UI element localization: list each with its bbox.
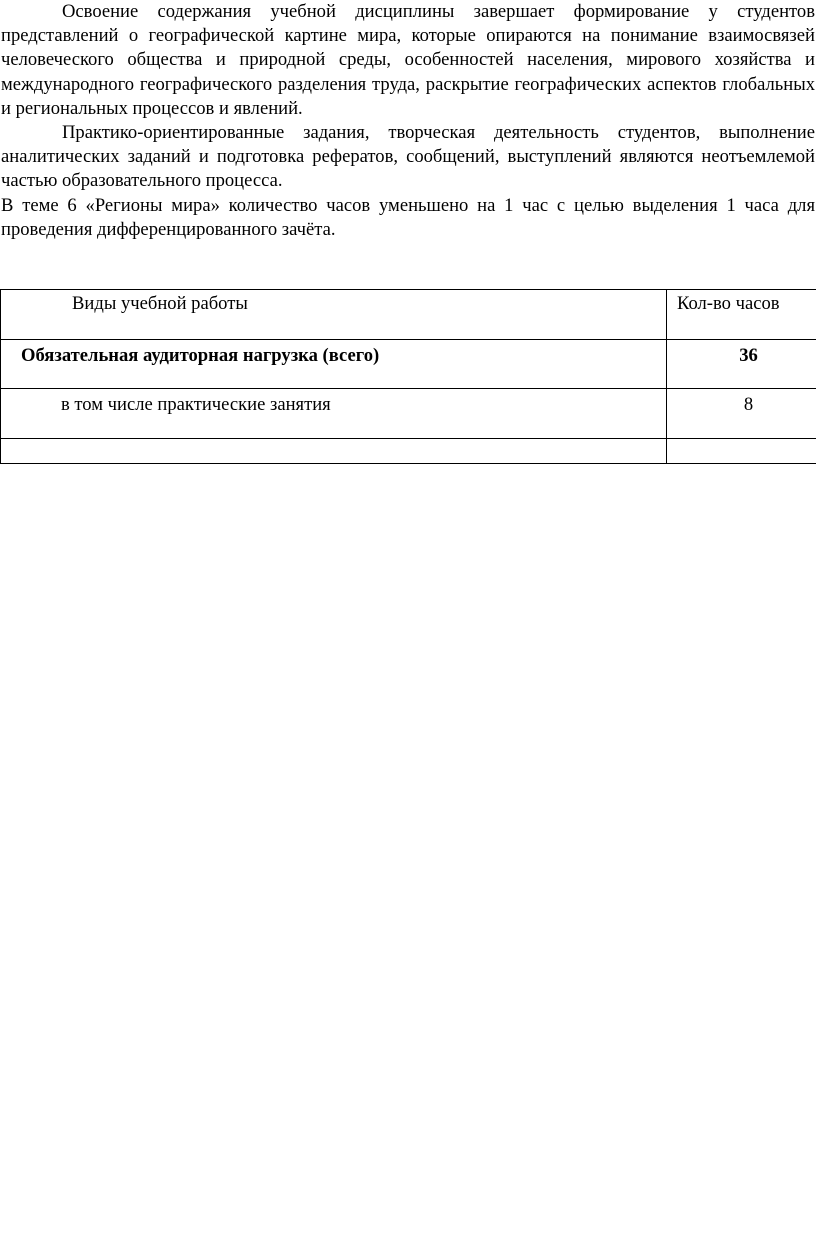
table-cell-label — [1, 439, 667, 464]
header-work-type: Виды учебной работы — [72, 293, 248, 314]
table-cell-label — [1, 389, 667, 439]
row-label-total-load: Обязательная аудиторная нагрузка (всего) — [21, 345, 380, 366]
table-row — [1, 389, 816, 439]
row-label-empty — [1, 439, 666, 442]
table-header-row — [1, 290, 816, 340]
row-label-practical: в том числе практические занятия — [61, 394, 331, 415]
hours-table — [0, 289, 816, 464]
table-row — [1, 439, 816, 464]
paragraph-hours-note: В теме 6 «Регионы мира» количество часов уменьшено на 1 час с целью выделения 1 часа для проведения дифференцированного зачёта. — [1, 194, 815, 240]
hours-table-container — [0, 289, 816, 464]
header-hours: Кол-во часов — [677, 293, 780, 314]
row-hours-empty — [667, 439, 816, 442]
row-hours-practical: 8 — [743, 394, 754, 415]
table-cell-label — [1, 340, 667, 389]
header-cell-hours — [667, 290, 816, 340]
header-cell-work-type — [1, 290, 667, 340]
table-cell-hours — [667, 389, 816, 439]
paragraph-course-outcome: Освоение содержания учебной дисциплины завершает формирование у студентов представлений о географической картине мира, которые опираются на понимание взаимосвязей человеческого общества и природной среды, особенностей населения, мирового хозяйства и международного географического разделения труда, раскрытие географических аспектов глобальных и региональных процессов и явлений. — [1, 1, 815, 119]
table-cell-hours — [667, 340, 816, 389]
table-row — [1, 340, 816, 389]
table-cell-hours — [667, 439, 816, 464]
body-text — [1, 0, 815, 242]
row-hours-total-load: 36 — [739, 345, 758, 366]
paragraph-practical-tasks: Практико-ориентированные задания, творческая деятельность студентов, выполнение аналитических заданий и подготовка рефератов, сообщений, выступлений являются неотъемлемой частью образовательного процесса. — [1, 122, 815, 192]
